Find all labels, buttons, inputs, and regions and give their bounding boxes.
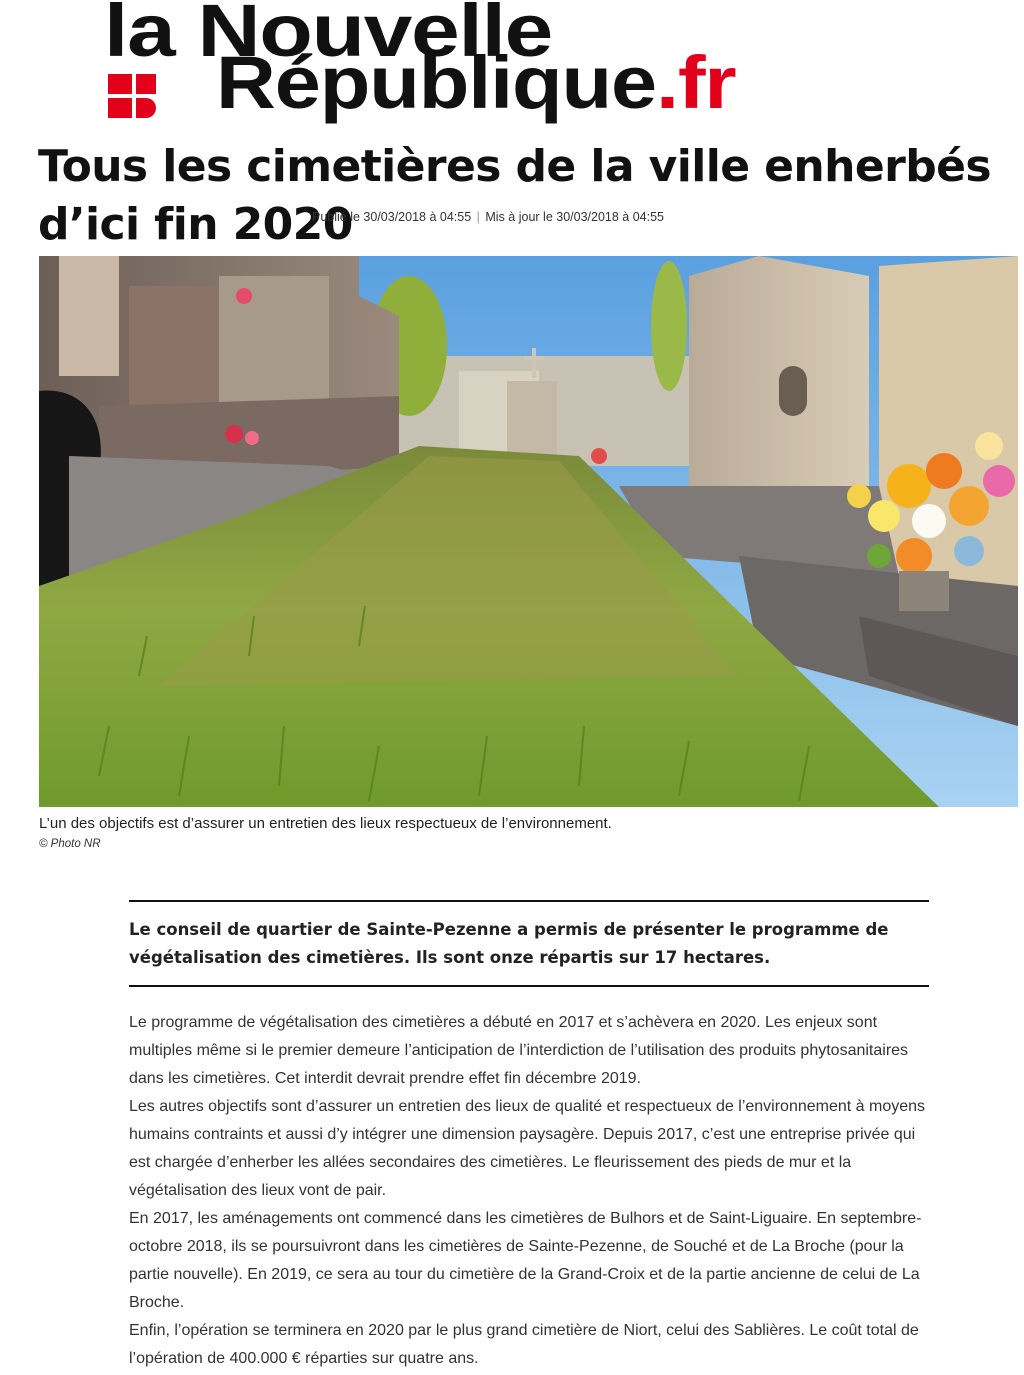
body-paragraph-2: Les autres objectifs sont d’assurer un entretien des lieux de qualité et respectueux de l’environnement à moyens humains contraints et aussi d’y intégrer une dimension paysagère. Depuis 2017, c’est une entreprise privée qui est chargée d’enherber les allées secondaires des cimetières. Le fleurissement des pieds de mur et la végétalisation des lieux vont de pair. <box>129 1098 926 1199</box>
article-dates <box>312 210 664 224</box>
cemetery-photo-illustration <box>39 256 1018 807</box>
article-lead: Le conseil de quartier de Sainte-Pezenne a permis de présenter le programme de végétalisation des cimetières. Ils sont onze répartis sur 17 hectares. <box>129 900 929 987</box>
published-date: Publié le 30/03/2018 à 04:55 <box>312 210 472 224</box>
masthead-logo[interactable] <box>104 0 954 124</box>
body-paragraph-1: Le programme de végétalisation des cimetières a débuté en 2017 et s’achèvera en 2020. Les enjeux sont multiples même si le premier demeure l’anticipation de l’interdiction de l’utilisation des produits phytosanitaires dans les cimetières. Cet interdit devrait prendre effet fin décembre 2019. <box>129 1014 909 1087</box>
logo-red-mark <box>108 74 180 118</box>
logo-tld: .fr <box>656 41 736 124</box>
body-paragraph-4: Enfin, l’opération se terminera en 2020 par le plus grand cimetière de Niort, celui des Sablières. Le coût total de l’opération de 400.000 € réparties sur quatre ans. <box>129 1322 919 1367</box>
logo-word-republique: République <box>216 41 657 124</box>
article-photo[interactable] <box>39 256 1018 807</box>
logo-line-2 <box>216 41 736 124</box>
photo-credit: © Photo NR <box>39 838 101 850</box>
article-title: Tous les cimetières de la ville enherbés d’ici fin 2020 <box>38 141 991 250</box>
updated-date: Mis à jour le 30/03/2018 à 04:55 <box>485 210 664 224</box>
photo-caption: L’un des objectifs est d’assurer un entretien des lieux respectueux de l’environnement. <box>39 815 612 832</box>
logo-line-1: la Nouvelle <box>104 0 553 72</box>
article-body <box>129 1009 939 1373</box>
body-paragraph-3: En 2017, les aménagements ont commencé dans les cimetières de Bulhors et de Saint-Liguaire. En septembre-octobre 2018, ils se poursuivront dans les cimetières de Sainte-Pezenne, de Souché et de La Broche (pour la partie nouvelle). En 2019, ce sera au tour du cimetière de la Grand-Croix et de la partie ancienne de celui de La Broche. <box>129 1210 922 1311</box>
date-separator: | <box>476 210 480 224</box>
